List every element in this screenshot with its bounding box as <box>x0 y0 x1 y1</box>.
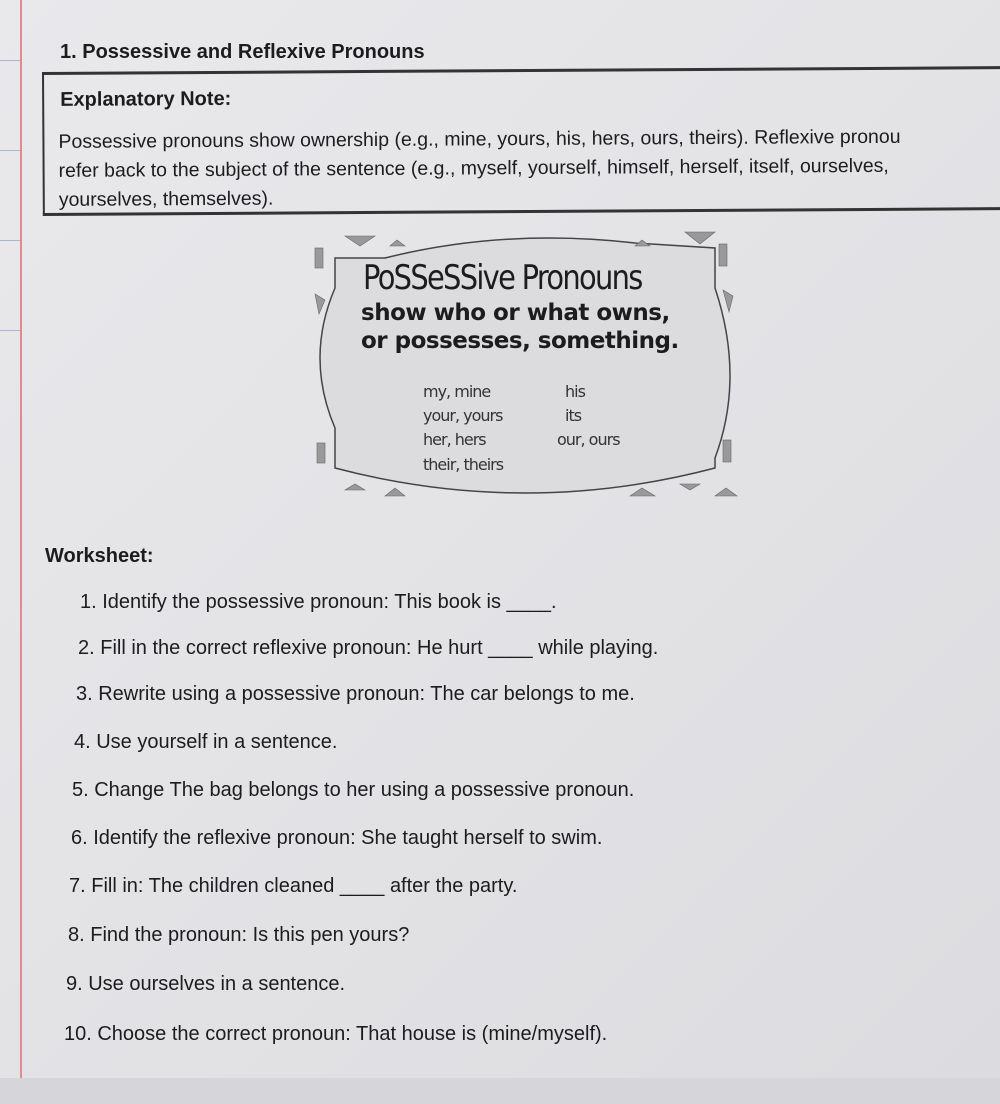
question-8: 8. Find the pronoun: Is this pen yours? <box>68 924 410 946</box>
pronoun-word: your, yours <box>423 406 503 425</box>
section-title: 1. Possessive and Reflexive Pronouns <box>60 41 425 63</box>
pronoun-word: her, hers <box>423 430 486 449</box>
note-line: refer back to the subject of the sentence (e.g., myself, yourself, himself, herself, itself, ourselves, <box>58 154 889 182</box>
question-5: 5. Change The bag belongs to her using a possessive pronoun. <box>72 779 635 801</box>
question-7: 7. Fill in: The children cleaned ____ after the party. <box>69 875 518 897</box>
ruled-line <box>0 60 20 61</box>
page-bottom-edge <box>0 1078 1000 1104</box>
note-heading: Explanatory Note: <box>60 87 232 111</box>
question-10: 10. Choose the correct pronoun: That house is (mine/myself). <box>64 1023 608 1045</box>
worksheet-heading: Worksheet: <box>45 545 154 567</box>
ruled-line <box>0 330 20 331</box>
graphic-subtitle: or possesses, something. <box>361 328 679 354</box>
pronoun-word: its <box>565 406 582 425</box>
question-9: 9. Use ourselves in a sentence. <box>66 973 346 995</box>
note-line: Possessive pronouns show ownership (e.g., mine, yours, his, hers, ours, theirs). Reflexive pronou <box>58 125 901 153</box>
question-3: 3. Rewrite using a possessive pronoun: The car belongs to me. <box>76 683 635 705</box>
note-line: yourselves, themselves). <box>58 187 274 211</box>
ruled-line <box>0 150 20 151</box>
explanatory-note-box <box>42 66 1000 216</box>
pronoun-word: their, theirs <box>423 455 504 474</box>
possessive-pronouns-graphic <box>305 228 745 500</box>
question-6: 6. Identify the reflexive pronoun: She taught herself to swim. <box>71 827 603 849</box>
question-2: 2. Fill in the correct reflexive pronoun: He hurt ____ while playing. <box>78 637 659 659</box>
question-1: 1. Identify the possessive pronoun: This book is ____. <box>80 591 557 613</box>
margin-line <box>20 0 22 1104</box>
pronoun-word: our, ours <box>557 430 620 449</box>
graphic-subtitle: show who or what owns, <box>361 300 670 326</box>
question-4: 4. Use yourself in a sentence. <box>74 731 338 753</box>
graphic-title: PoSSeSSive Pronouns <box>363 258 642 298</box>
ruled-line <box>0 240 20 241</box>
pronoun-word: his <box>565 382 585 401</box>
pronoun-word: my, mine <box>423 382 491 401</box>
